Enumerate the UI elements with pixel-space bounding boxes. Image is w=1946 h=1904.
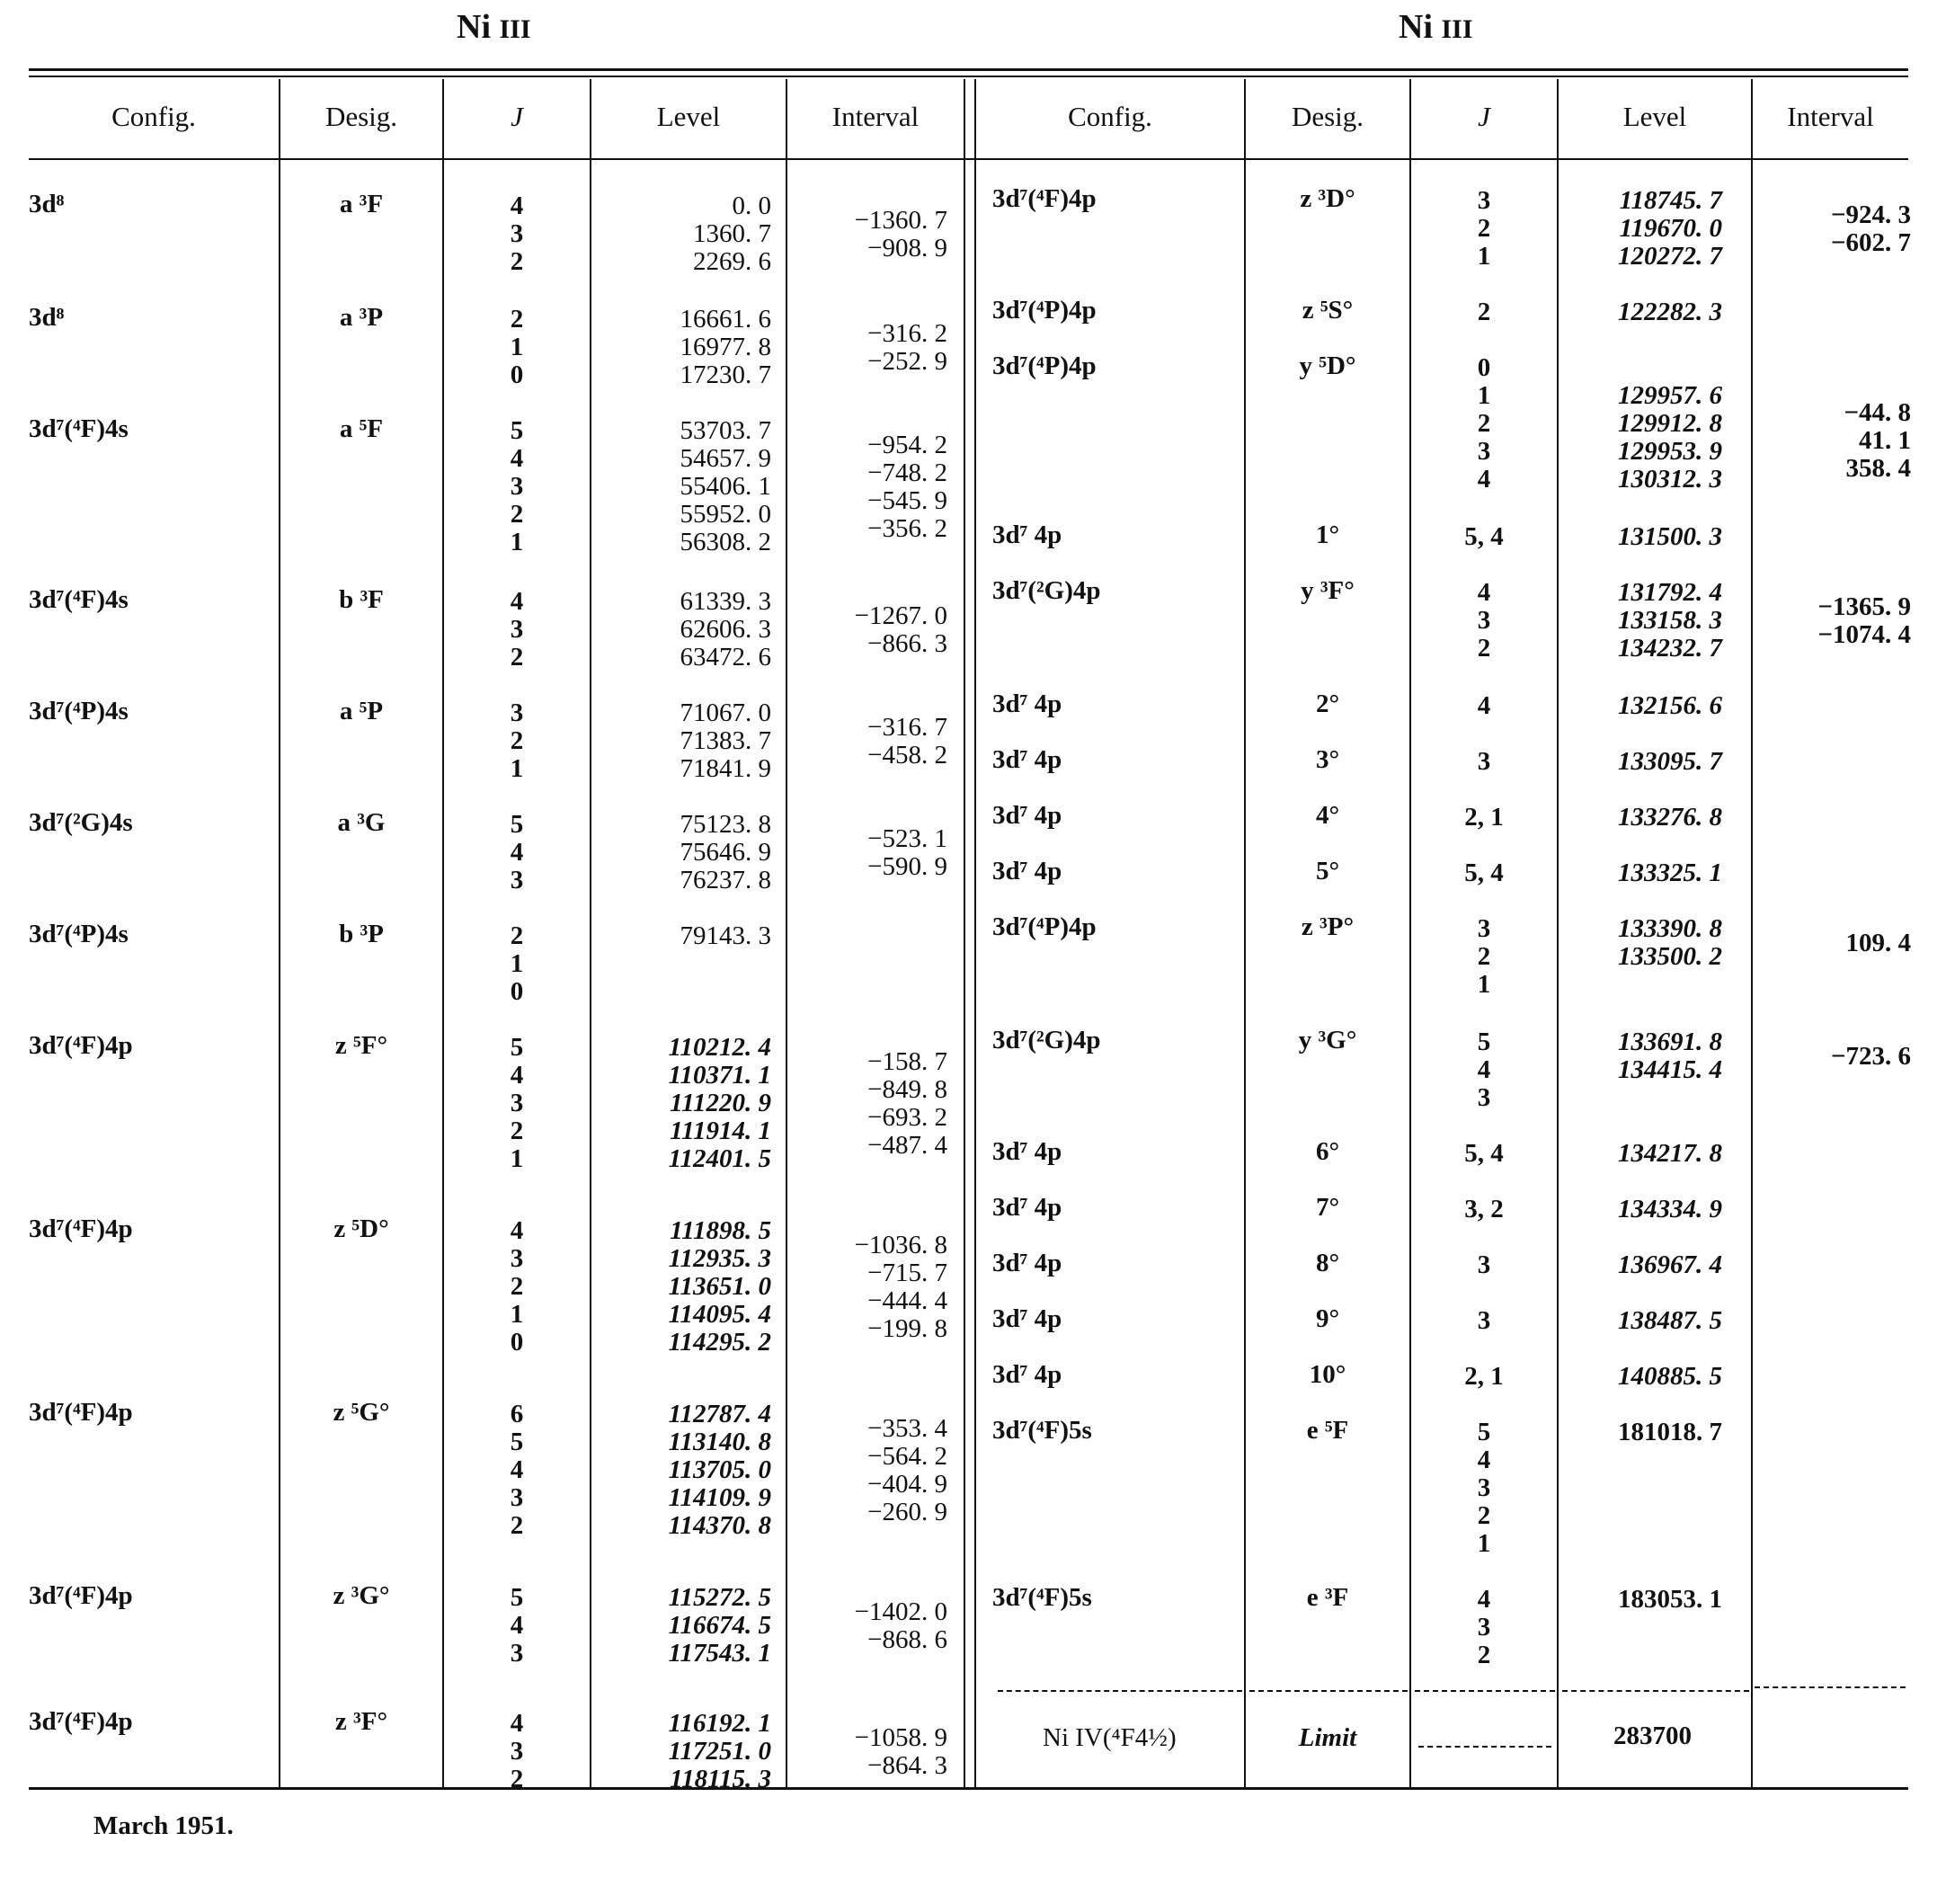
row-level-value: 134232. 7: [1618, 634, 1722, 663]
row-level-value: 113705. 0: [668, 1455, 771, 1484]
row-j-value: 2: [510, 1511, 524, 1540]
row-j-value: 1: [510, 528, 524, 556]
row-designation: a ⁵F: [339, 414, 384, 443]
row-designation: 7°: [1315, 1193, 1340, 1222]
row-level-value: 122282. 3: [1618, 298, 1722, 326]
row-j-value: 3: [510, 1089, 524, 1117]
row-j-value: 2: [1477, 214, 1491, 243]
left-title: [457, 7, 531, 47]
row-designation: y ³G°: [1298, 1026, 1357, 1054]
row-interval-value: −602. 7: [1830, 228, 1911, 257]
row-j-value: 4: [510, 1061, 524, 1090]
row-level-value: 55952. 0: [680, 500, 771, 529]
row-j-value: 3: [1477, 186, 1491, 215]
row-level-value: 53703. 7: [680, 416, 771, 445]
row-j-value: 4: [510, 587, 524, 616]
row-interval-value: −908. 9: [867, 234, 947, 262]
row-config: 3d⁷(⁴F)5s: [992, 1583, 1092, 1612]
row-interval-value: −316. 2: [867, 319, 947, 348]
row-config: 3d⁷(⁴F)4p: [29, 1581, 133, 1610]
left-title-element: Ni: [457, 8, 491, 46]
row-interval-value: −954. 2: [867, 431, 947, 459]
row-j-value: 3: [1477, 1250, 1491, 1279]
row-designation: 10°: [1309, 1360, 1346, 1389]
row-j-value: 5: [1477, 1418, 1491, 1446]
row-interval-value: −868. 6: [867, 1625, 947, 1654]
center-double-divider: [964, 79, 976, 1787]
row-interval-value: −158. 7: [867, 1047, 947, 1076]
row-level-value: 112401. 5: [668, 1144, 771, 1173]
row-j-value: 4: [1477, 1055, 1491, 1084]
bottom-rule: [29, 1787, 1908, 1790]
row-j-value: 5: [510, 1033, 524, 1062]
row-j-value: 3: [510, 472, 524, 501]
row-j-value: 5: [510, 416, 524, 445]
row-j-value: 3: [1477, 437, 1491, 466]
row-j-value: 5, 4: [1464, 859, 1504, 887]
row-level-value: 134217. 8: [1618, 1139, 1722, 1168]
row-level-value: 119670. 0: [1619, 214, 1722, 243]
row-config: 3d⁷ 4p: [992, 1249, 1062, 1277]
row-interval-value: −1365. 9: [1817, 592, 1911, 621]
row-j-value: 1: [510, 754, 524, 783]
row-interval-value: −353. 4: [867, 1414, 947, 1443]
row-level-value: 138487. 5: [1618, 1306, 1722, 1335]
row-level-value: 115272. 5: [668, 1583, 771, 1612]
row-level-value: 114295. 2: [668, 1328, 771, 1357]
row-interval-value: −924. 3: [1830, 200, 1911, 229]
row-level-value: 114095. 4: [668, 1300, 771, 1329]
row-level-value: 133158. 3: [1618, 606, 1722, 635]
row-config: 3d⁷ 4p: [992, 1304, 1062, 1333]
row-level-value: 181018. 7: [1618, 1418, 1722, 1446]
row-j-value: 2: [510, 726, 524, 755]
row-config: 3d⁷(⁴F)4p: [29, 1398, 133, 1427]
row-designation: 2°: [1315, 690, 1340, 718]
row-j-value: 4: [1477, 691, 1491, 720]
row-j-value: 3: [510, 866, 524, 894]
row-interval-value: −1267. 0: [854, 601, 947, 630]
row-j-value: 5: [510, 810, 524, 839]
row-j-value: 1: [1477, 242, 1491, 271]
header-interval-right: Interval: [1787, 101, 1874, 132]
row-j-value: 3: [510, 219, 524, 248]
row-level-value: 133390. 8: [1618, 914, 1722, 943]
row-level-value: 129953. 9: [1618, 437, 1722, 466]
row-designation: z ⁵S°: [1302, 296, 1354, 325]
row-level-value: 111914. 1: [670, 1117, 771, 1145]
row-level-value: 134334. 9: [1618, 1195, 1722, 1223]
row-designation: z ⁵D°: [333, 1214, 389, 1243]
row-level-value: 71841. 9: [680, 754, 771, 783]
row-level-value: 116192. 1: [668, 1709, 771, 1738]
row-config: 3d⁷(²G)4p: [992, 576, 1101, 605]
row-level-value: 110212. 4: [668, 1033, 771, 1062]
row-j-value: 2: [1477, 634, 1491, 663]
row-j-value: 2: [1477, 298, 1491, 326]
row-level-value: 118115. 3: [670, 1765, 771, 1793]
row-j-value: 2: [510, 1272, 524, 1301]
row-interval-value: −260. 9: [867, 1498, 947, 1526]
row-j-value: 4: [1477, 1585, 1491, 1614]
row-j-value: 4: [1477, 465, 1491, 494]
row-interval-value: −564. 2: [867, 1442, 947, 1471]
row-designation: a ³F: [339, 190, 384, 218]
right-title: [1399, 7, 1473, 47]
row-j-value: 3: [510, 698, 524, 727]
header-level-right: Level: [1622, 101, 1687, 132]
row-j-value: 2: [1477, 1641, 1491, 1669]
row-interval-value: −545. 9: [867, 486, 947, 515]
row-config: 3d⁷(⁴F)5s: [992, 1416, 1092, 1445]
row-j-value: 5, 4: [1464, 1139, 1504, 1168]
row-designation: 3°: [1315, 745, 1340, 774]
row-config: 3d⁷ 4p: [992, 1137, 1062, 1166]
row-level-value: 131500. 3: [1618, 522, 1722, 551]
row-config: 3d⁷(⁴F)4s: [29, 414, 129, 443]
row-j-value: 5: [1477, 1028, 1491, 1056]
row-j-value: 4: [510, 1709, 524, 1738]
row-j-value: 2: [510, 1117, 524, 1145]
row-j-value: 4: [1477, 1446, 1491, 1474]
row-j-value: 2: [1477, 942, 1491, 971]
row-interval-value: −1058. 9: [854, 1723, 947, 1752]
row-level-value: 17230. 7: [680, 360, 771, 389]
row-j-value: 2: [510, 500, 524, 529]
row-config: 3d⁸: [29, 190, 65, 218]
row-designation: y ⁵D°: [1299, 351, 1356, 380]
row-j-value: 1: [510, 333, 524, 361]
row-level-value: 134415. 4: [1618, 1055, 1722, 1084]
row-j-value: 3: [510, 615, 524, 644]
row-level-value: 133500. 2: [1618, 942, 1722, 971]
row-level-value: 114109. 9: [668, 1483, 771, 1512]
row-interval-value: −199. 8: [867, 1314, 947, 1343]
row-j-value: 2: [1477, 1501, 1491, 1530]
row-config: 3d⁷ 4p: [992, 801, 1062, 830]
row-level-value: 16661. 6: [680, 305, 771, 334]
row-level-value: 61339. 3: [680, 587, 771, 616]
header-interval-left: Interval: [831, 101, 920, 132]
row-j-value: 4: [510, 191, 524, 220]
limit-dash-config: [998, 1690, 1242, 1692]
row-j-value: 2: [510, 247, 524, 276]
limit-dash-interval: [1755, 1686, 1906, 1688]
row-j-value: 1: [1477, 1529, 1491, 1558]
row-designation: z ³P°: [1301, 912, 1355, 941]
row-config: 3d⁷(⁴F)4p: [29, 1707, 133, 1736]
limit-dash-j: [1415, 1690, 1555, 1692]
row-level-value: 113651. 0: [668, 1272, 771, 1301]
row-interval-value: −1074. 4: [1817, 620, 1911, 649]
row-designation: 8°: [1315, 1249, 1340, 1277]
row-level-value: 111220. 9: [670, 1089, 771, 1117]
top-double-rule-a: [29, 68, 1908, 71]
row-designation: a ⁵P: [339, 697, 384, 725]
row-j-value: 5, 4: [1464, 522, 1504, 551]
row-config: 3d⁷(⁴F)4p: [29, 1214, 133, 1243]
row-j-value: 4: [510, 1611, 524, 1640]
row-j-value: 2: [1477, 409, 1491, 438]
row-designation: e ³F: [1306, 1583, 1349, 1612]
header-config-right: Config.: [1068, 101, 1152, 132]
row-config: 3d⁷ 4p: [992, 745, 1062, 774]
row-j-value: 0: [510, 977, 524, 1006]
row-interval-value: −316. 7: [867, 713, 947, 742]
row-j-value: 2: [510, 921, 524, 950]
row-j-value: 1: [1477, 970, 1491, 999]
row-level-value: 56308. 2: [680, 528, 771, 556]
header-desig-right: Desig.: [1291, 101, 1364, 132]
row-designation: z ³G°: [333, 1581, 390, 1610]
row-interval-value: −723. 6: [1830, 1042, 1911, 1071]
row-level-value: 140885. 5: [1618, 1362, 1722, 1391]
row-interval-value: 109. 4: [1845, 929, 1911, 957]
row-config: 3d⁷ 4p: [992, 1360, 1062, 1389]
row-j-value: 5: [510, 1583, 524, 1612]
row-config: 3d⁷ 4p: [992, 857, 1062, 885]
row-level-value: 111898. 5: [670, 1216, 771, 1245]
row-level-value: 112787. 4: [668, 1400, 771, 1428]
row-level-value: 1360. 7: [693, 219, 771, 248]
row-level-value: 120272. 7: [1618, 242, 1722, 271]
row-designation: 9°: [1315, 1304, 1340, 1333]
row-level-value: 63472. 6: [680, 643, 771, 672]
row-designation: e ⁵F: [1306, 1416, 1349, 1445]
row-level-value: 2269. 6: [693, 247, 771, 276]
row-interval-value: −715. 7: [867, 1259, 947, 1287]
row-level-value: 75646. 9: [680, 838, 771, 867]
row-j-value: 4: [510, 1216, 524, 1245]
row-designation: b ³P: [339, 920, 384, 948]
row-level-value: 133325. 1: [1618, 859, 1722, 887]
row-interval-value: −444. 4: [867, 1286, 947, 1315]
row-designation: 6°: [1315, 1137, 1340, 1166]
row-level-value: 118745. 7: [1619, 186, 1722, 215]
header-j-right: J: [1478, 101, 1490, 132]
limit-dash-level: [1562, 1690, 1749, 1692]
row-j-value: 3: [510, 1737, 524, 1766]
row-level-value: 129957. 6: [1618, 381, 1722, 410]
row-config: 3d⁷(⁴P)4s: [29, 920, 129, 948]
limit-dash-j-mid: [1418, 1746, 1551, 1748]
row-j-value: 3: [510, 1639, 524, 1668]
row-interval-value: −866. 3: [867, 629, 947, 658]
row-j-value: 3: [510, 1244, 524, 1273]
row-designation: z ³D°: [1300, 184, 1355, 213]
row-j-value: 4: [510, 1455, 524, 1484]
row-level-value: 132156. 6: [1618, 691, 1722, 720]
top-double-rule-b: [29, 76, 1908, 77]
row-j-value: 2: [510, 305, 524, 334]
row-j-value: 3: [1477, 747, 1491, 776]
row-designation: a ³P: [339, 303, 384, 332]
row-level-value: 130312. 3: [1618, 465, 1722, 494]
row-designation: z ³F°: [334, 1707, 388, 1736]
row-interval-value: −458. 2: [867, 741, 947, 770]
row-config: 3d⁷(⁴P)4p: [992, 351, 1097, 380]
row-interval-value: 41. 1: [1859, 426, 1911, 455]
row-interval-value: −864. 3: [867, 1751, 947, 1780]
row-config: 3d⁷(⁴F)4s: [29, 585, 129, 614]
row-j-value: 6: [510, 1400, 524, 1428]
row-level-value: 136967. 4: [1618, 1250, 1722, 1279]
row-j-value: 1: [1477, 381, 1491, 410]
row-level-value: 117543. 1: [668, 1639, 771, 1668]
row-level-value: 71383. 7: [680, 726, 771, 755]
row-interval-value: −1360. 7: [854, 206, 947, 235]
row-level-value: 75123. 8: [680, 810, 771, 839]
row-j-value: 1: [510, 1144, 524, 1173]
row-interval-value: −1036. 8: [854, 1231, 947, 1259]
row-j-value: 3, 2: [1464, 1195, 1504, 1223]
header-j-left: J: [511, 101, 523, 132]
row-level-value: 62606. 3: [680, 615, 771, 644]
header-config-left: Config.: [111, 101, 196, 132]
limit-label: Limit: [1298, 1723, 1357, 1752]
header-desig-left: Desig.: [324, 101, 398, 132]
row-j-value: 4: [510, 838, 524, 867]
row-interval-value: −1402. 0: [854, 1597, 947, 1626]
row-level-value: 133276. 8: [1618, 803, 1722, 832]
limit-dash-desig: [1249, 1690, 1408, 1692]
row-level-value: 131792. 4: [1618, 578, 1722, 607]
row-interval-value: −356. 2: [867, 514, 947, 543]
row-level-value: 129912. 8: [1618, 409, 1722, 438]
limit-config: Ni IV(⁴F4½): [1043, 1723, 1177, 1752]
footnote-date: March 1951.: [93, 1811, 234, 1840]
row-j-value: 4: [1477, 578, 1491, 607]
row-interval-value: −252. 9: [867, 347, 947, 376]
row-level-value: 76237. 8: [680, 866, 771, 894]
limit-level: 283700: [1613, 1722, 1692, 1750]
row-config: 3d⁷(²G)4s: [29, 808, 133, 837]
row-interval-value: −404. 9: [867, 1470, 947, 1499]
row-interval-value: −487. 4: [867, 1131, 947, 1160]
row-j-value: 1: [510, 1300, 524, 1329]
row-level-value: 133691. 8: [1618, 1028, 1722, 1056]
row-j-value: 0: [510, 360, 524, 389]
row-config: 3d⁷(⁴F)4p: [29, 1031, 133, 1060]
row-level-value: 117251. 0: [668, 1737, 771, 1766]
row-level-value: 54657. 9: [680, 444, 771, 473]
row-j-value: 4: [510, 444, 524, 473]
row-j-value: 5: [510, 1428, 524, 1456]
row-j-value: 2, 1: [1464, 803, 1504, 832]
row-designation: b ³F: [339, 585, 384, 614]
row-designation: z ⁵G°: [333, 1398, 390, 1427]
row-level-value: 55406. 1: [680, 472, 771, 501]
row-level-value: 71067. 0: [680, 698, 771, 727]
row-level-value: 183053. 1: [1618, 1585, 1722, 1614]
row-level-value: 113140. 8: [668, 1428, 771, 1456]
row-j-value: 3: [510, 1483, 524, 1512]
row-config: 3d⁷(²G)4p: [992, 1026, 1101, 1054]
row-interval-value: −523. 1: [867, 824, 947, 853]
row-level-value: 114370. 8: [668, 1511, 771, 1540]
row-config: 3d⁸: [29, 303, 65, 332]
row-j-value: 3: [1477, 1473, 1491, 1502]
row-designation: a ³G: [337, 808, 386, 837]
row-level-value: 0. 0: [732, 191, 771, 220]
row-config: 3d⁷ 4p: [992, 520, 1062, 549]
row-designation: 4°: [1315, 801, 1340, 830]
row-level-value: 133095. 7: [1618, 747, 1722, 776]
row-j-value: 2: [510, 1765, 524, 1793]
row-config: 3d⁷(⁴P)4p: [992, 296, 1097, 325]
row-interval-value: −44. 8: [1844, 398, 1911, 427]
row-config: 3d⁷(⁴P)4p: [992, 912, 1097, 941]
right-title-ionization: III: [1441, 14, 1473, 44]
row-j-value: 3: [1477, 914, 1491, 943]
header-level-left: Level: [656, 101, 721, 132]
row-config: 3d⁷ 4p: [992, 1193, 1062, 1222]
row-config: 3d⁷(⁴F)4p: [992, 184, 1097, 213]
row-designation: y ³F°: [1301, 576, 1355, 605]
row-interval-value: −849. 8: [867, 1075, 947, 1104]
row-j-value: 3: [1477, 1083, 1491, 1112]
left-title-ionization: III: [499, 14, 531, 44]
row-j-value: 0: [1477, 353, 1491, 382]
row-config: 3d⁷ 4p: [992, 690, 1062, 718]
row-designation: z ⁵F°: [334, 1031, 388, 1060]
row-j-value: 2: [510, 643, 524, 672]
row-level-value: 112935. 3: [668, 1244, 771, 1273]
row-j-value: 2, 1: [1464, 1362, 1504, 1391]
row-j-value: 0: [510, 1328, 524, 1357]
row-level-value: 110371. 1: [668, 1061, 771, 1090]
row-j-value: 1: [510, 949, 524, 978]
row-config: 3d⁷(⁴P)4s: [29, 697, 129, 725]
row-interval-value: 358. 4: [1845, 454, 1911, 483]
row-j-value: 3: [1477, 606, 1491, 635]
row-interval-value: −590. 9: [867, 852, 947, 881]
row-designation: 1°: [1315, 520, 1340, 549]
row-level-value: 79143. 3: [680, 921, 771, 950]
row-j-value: 3: [1477, 1306, 1491, 1335]
row-level-value: 16977. 8: [680, 333, 771, 361]
right-title-element: Ni: [1399, 8, 1433, 46]
row-interval-value: −748. 2: [867, 458, 947, 487]
row-designation: 5°: [1315, 857, 1340, 885]
row-interval-value: −693. 2: [867, 1103, 947, 1132]
row-j-value: 3: [1477, 1613, 1491, 1642]
row-level-value: 116674. 5: [668, 1611, 771, 1640]
